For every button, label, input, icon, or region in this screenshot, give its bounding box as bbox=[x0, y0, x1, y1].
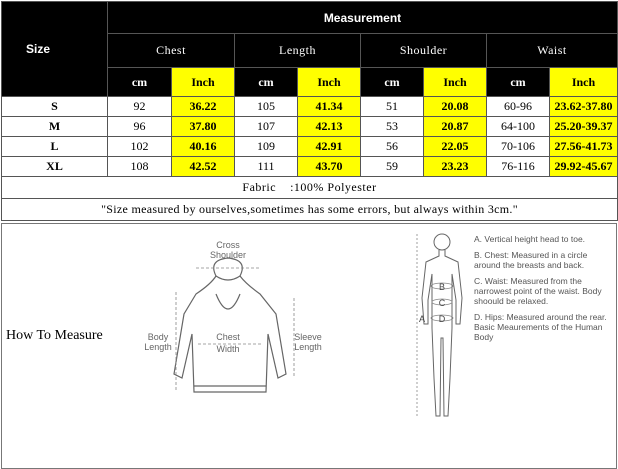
shoulder-inch-cell: 23.23 bbox=[424, 157, 487, 177]
length-cm-cell: 105 bbox=[235, 97, 298, 117]
chest-inch-cell: 36.22 bbox=[172, 97, 235, 117]
length-inch-cell: 42.91 bbox=[298, 137, 361, 157]
chest-cm-cell: 92 bbox=[108, 97, 172, 117]
waist-cm-cell: 76-116 bbox=[487, 157, 550, 177]
table-row bbox=[2, 97, 618, 117]
unit-inch: Inch bbox=[172, 68, 235, 97]
unit-inch: Inch bbox=[550, 68, 618, 97]
waist-cm-cell: 70-106 bbox=[487, 137, 550, 157]
note-d: D. Hips: Measured around the rear. Basic Meaurements of the Human Body bbox=[474, 312, 607, 342]
waist-inch-cell: 23.62-37.80 bbox=[550, 97, 618, 117]
waist-cm-cell: 60-96 bbox=[487, 97, 550, 117]
unit-inch: Inch bbox=[298, 68, 361, 97]
note-c: C. Waist: Measured from the narrowest point of the waist. Body shoould be relaxed. bbox=[474, 276, 602, 306]
letter-a: A bbox=[418, 314, 426, 324]
body-diagram bbox=[412, 228, 472, 428]
size-cell: XL bbox=[2, 157, 108, 177]
unit-inch: Inch bbox=[424, 68, 487, 97]
chest-inch-cell: 40.16 bbox=[172, 137, 235, 157]
letter-b: B bbox=[438, 282, 446, 292]
size-cell: L bbox=[2, 137, 108, 157]
waist-inch-cell: 29.92-45.67 bbox=[550, 157, 618, 177]
how-to-measure-title: How To Measure bbox=[6, 328, 103, 343]
chest-inch-cell: 37.80 bbox=[172, 117, 235, 137]
fabric-line: Fabric :100% Polyester bbox=[2, 177, 618, 199]
body-outline bbox=[422, 250, 462, 416]
chest-inch-cell: 42.52 bbox=[172, 157, 235, 177]
group-chest: Chest bbox=[108, 34, 235, 68]
size-header: Size bbox=[2, 2, 108, 97]
width-label: Width bbox=[216, 344, 240, 354]
length-inch-cell: 43.70 bbox=[298, 157, 361, 177]
shoulder-cm-cell: 59 bbox=[361, 157, 424, 177]
size-cell: M bbox=[2, 117, 108, 137]
table-row bbox=[2, 157, 618, 177]
length-inch-cell: 41.34 bbox=[298, 97, 361, 117]
measurement-note: "Size measured by ourselves,sometimes has some errors, but always within 3cm." bbox=[2, 199, 618, 221]
unit-cm: cm bbox=[487, 68, 550, 97]
group-shoulder: Shoulder bbox=[361, 34, 487, 68]
length-cm-cell: 109 bbox=[235, 137, 298, 157]
head-shape bbox=[434, 234, 450, 250]
waist-cm-cell: 64-100 bbox=[487, 117, 550, 137]
shoulder-cm-cell: 51 bbox=[361, 97, 424, 117]
letter-c: C bbox=[438, 298, 446, 308]
cross-label: Cross bbox=[216, 240, 240, 250]
note-a: A. Vertical height head to toe. bbox=[474, 234, 586, 244]
size-table bbox=[1, 1, 618, 221]
unit-cm: cm bbox=[108, 68, 172, 97]
letter-d: D bbox=[438, 314, 446, 324]
shoulder-cm-cell: 53 bbox=[361, 117, 424, 137]
sleeve-length-label: Length bbox=[294, 342, 322, 352]
shoulder-cm-cell: 56 bbox=[361, 137, 424, 157]
note-b: B. Chest: Measured in a circle around the breasts and back. bbox=[474, 250, 588, 270]
chest-cm-cell: 96 bbox=[108, 117, 172, 137]
chest-label: Chest bbox=[216, 332, 240, 342]
size-cell: S bbox=[2, 97, 108, 117]
chest-cm-cell: 102 bbox=[108, 137, 172, 157]
waist-inch-cell: 25.20-39.37 bbox=[550, 117, 618, 137]
group-length: Length bbox=[235, 34, 361, 68]
table-row bbox=[2, 117, 618, 137]
how-to-measure-panel bbox=[1, 223, 617, 469]
measurement-title: Measurement bbox=[108, 2, 618, 34]
length-label: Length bbox=[144, 342, 172, 352]
table-row bbox=[2, 137, 618, 157]
sleeve-label: Sleeve bbox=[294, 332, 322, 342]
length-inch-cell: 42.13 bbox=[298, 117, 361, 137]
length-cm-cell: 111 bbox=[235, 157, 298, 177]
waist-inch-cell: 27.56-41.73 bbox=[550, 137, 618, 157]
shoulder-inch-cell: 20.08 bbox=[424, 97, 487, 117]
measure-notes bbox=[474, 234, 614, 348]
unit-cm: cm bbox=[361, 68, 424, 97]
sweater-diagram bbox=[136, 240, 322, 414]
chest-cm-cell: 108 bbox=[108, 157, 172, 177]
body-label: Body bbox=[147, 332, 169, 342]
shoulder-inch-cell: 20.87 bbox=[424, 117, 487, 137]
shoulder-label: Shoulder bbox=[209, 250, 247, 260]
group-waist: Waist bbox=[487, 34, 618, 68]
length-cm-cell: 107 bbox=[235, 117, 298, 137]
unit-cm: cm bbox=[235, 68, 298, 97]
shoulder-inch-cell: 22.05 bbox=[424, 137, 487, 157]
